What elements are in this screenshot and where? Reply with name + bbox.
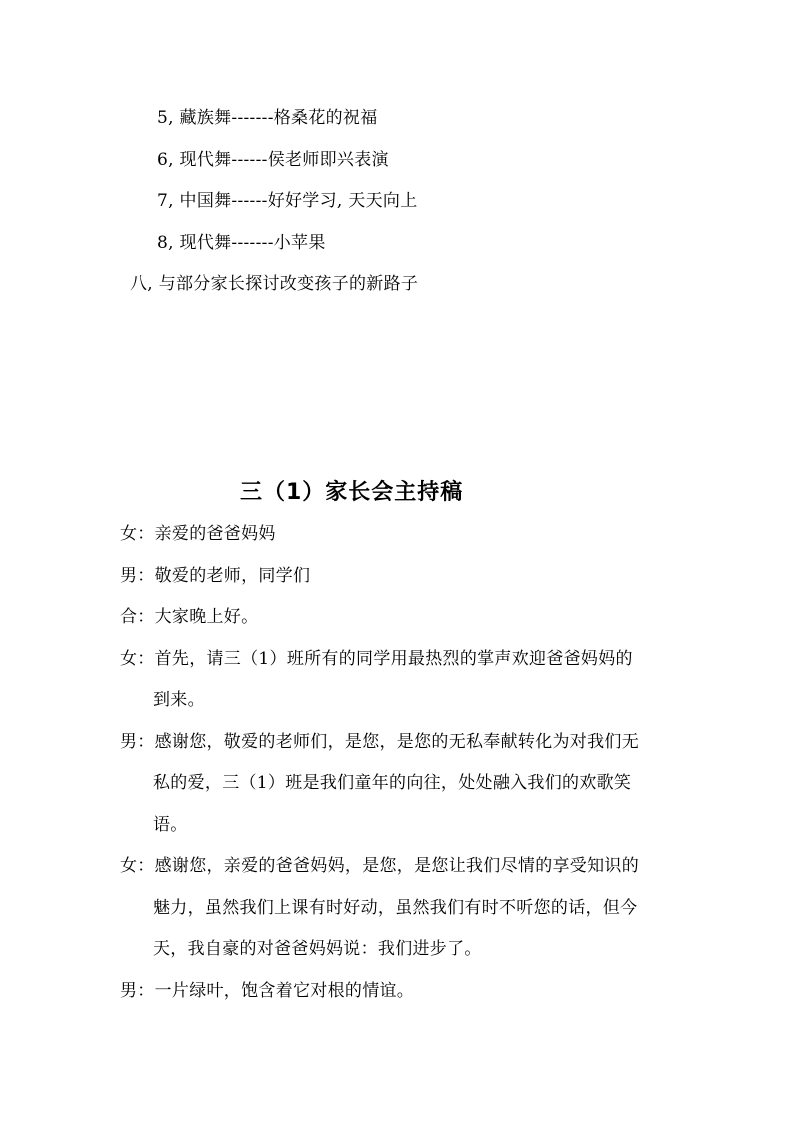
dialogue-line: 男：一片绿叶，饱含着它对根的情谊。: [120, 981, 415, 1001]
dialogue-line: 女：亲爱的爸爸妈妈: [120, 524, 276, 544]
dialogue-continuation: 魅力，虽然我们上课有时好动，虽然我们有时不听您的话，但今: [153, 898, 638, 918]
dialogue-line: 女：感谢您，亲爱的爸爸妈妈，是您，是您让我们尽情的享受知识的: [120, 856, 639, 876]
program-item-5: 5, 藏族舞-------格桑花的祝福: [157, 108, 378, 128]
dialogue-line: 男：感谢您，敬爱的老师们，是您，是您的无私奉献转化为对我们无: [120, 732, 639, 752]
dialogue-line: 女：首先，请三（1）班所有的同学用最热烈的掌声欢迎爸爸妈妈的: [120, 649, 633, 669]
section-eight-heading: 八, 与部分家长探讨改变孩子的新路子: [130, 274, 419, 294]
dialogue-continuation: 语。: [153, 815, 188, 835]
dialogue-line: 合：大家晚上好。: [120, 607, 259, 627]
dialogue-continuation: 到来。: [153, 690, 205, 710]
program-item-8: 8, 现代舞-------小苹果: [157, 233, 326, 253]
dialogue-continuation: 私的爱，三（1）班是我们童年的向往，处处融入我们的欢歌笑: [153, 773, 632, 793]
script-title: 三（1）家长会主持稿: [240, 480, 464, 505]
dialogue-continuation: 天，我自豪的对爸爸妈妈说：我们进步了。: [153, 939, 482, 959]
dialogue-line: 男：敬爱的老师，同学们: [120, 566, 311, 586]
program-item-7: 7, 中国舞------好好学习, 天天向上: [157, 191, 418, 211]
program-item-6: 6, 现代舞------侯老师即兴表演: [157, 150, 389, 170]
